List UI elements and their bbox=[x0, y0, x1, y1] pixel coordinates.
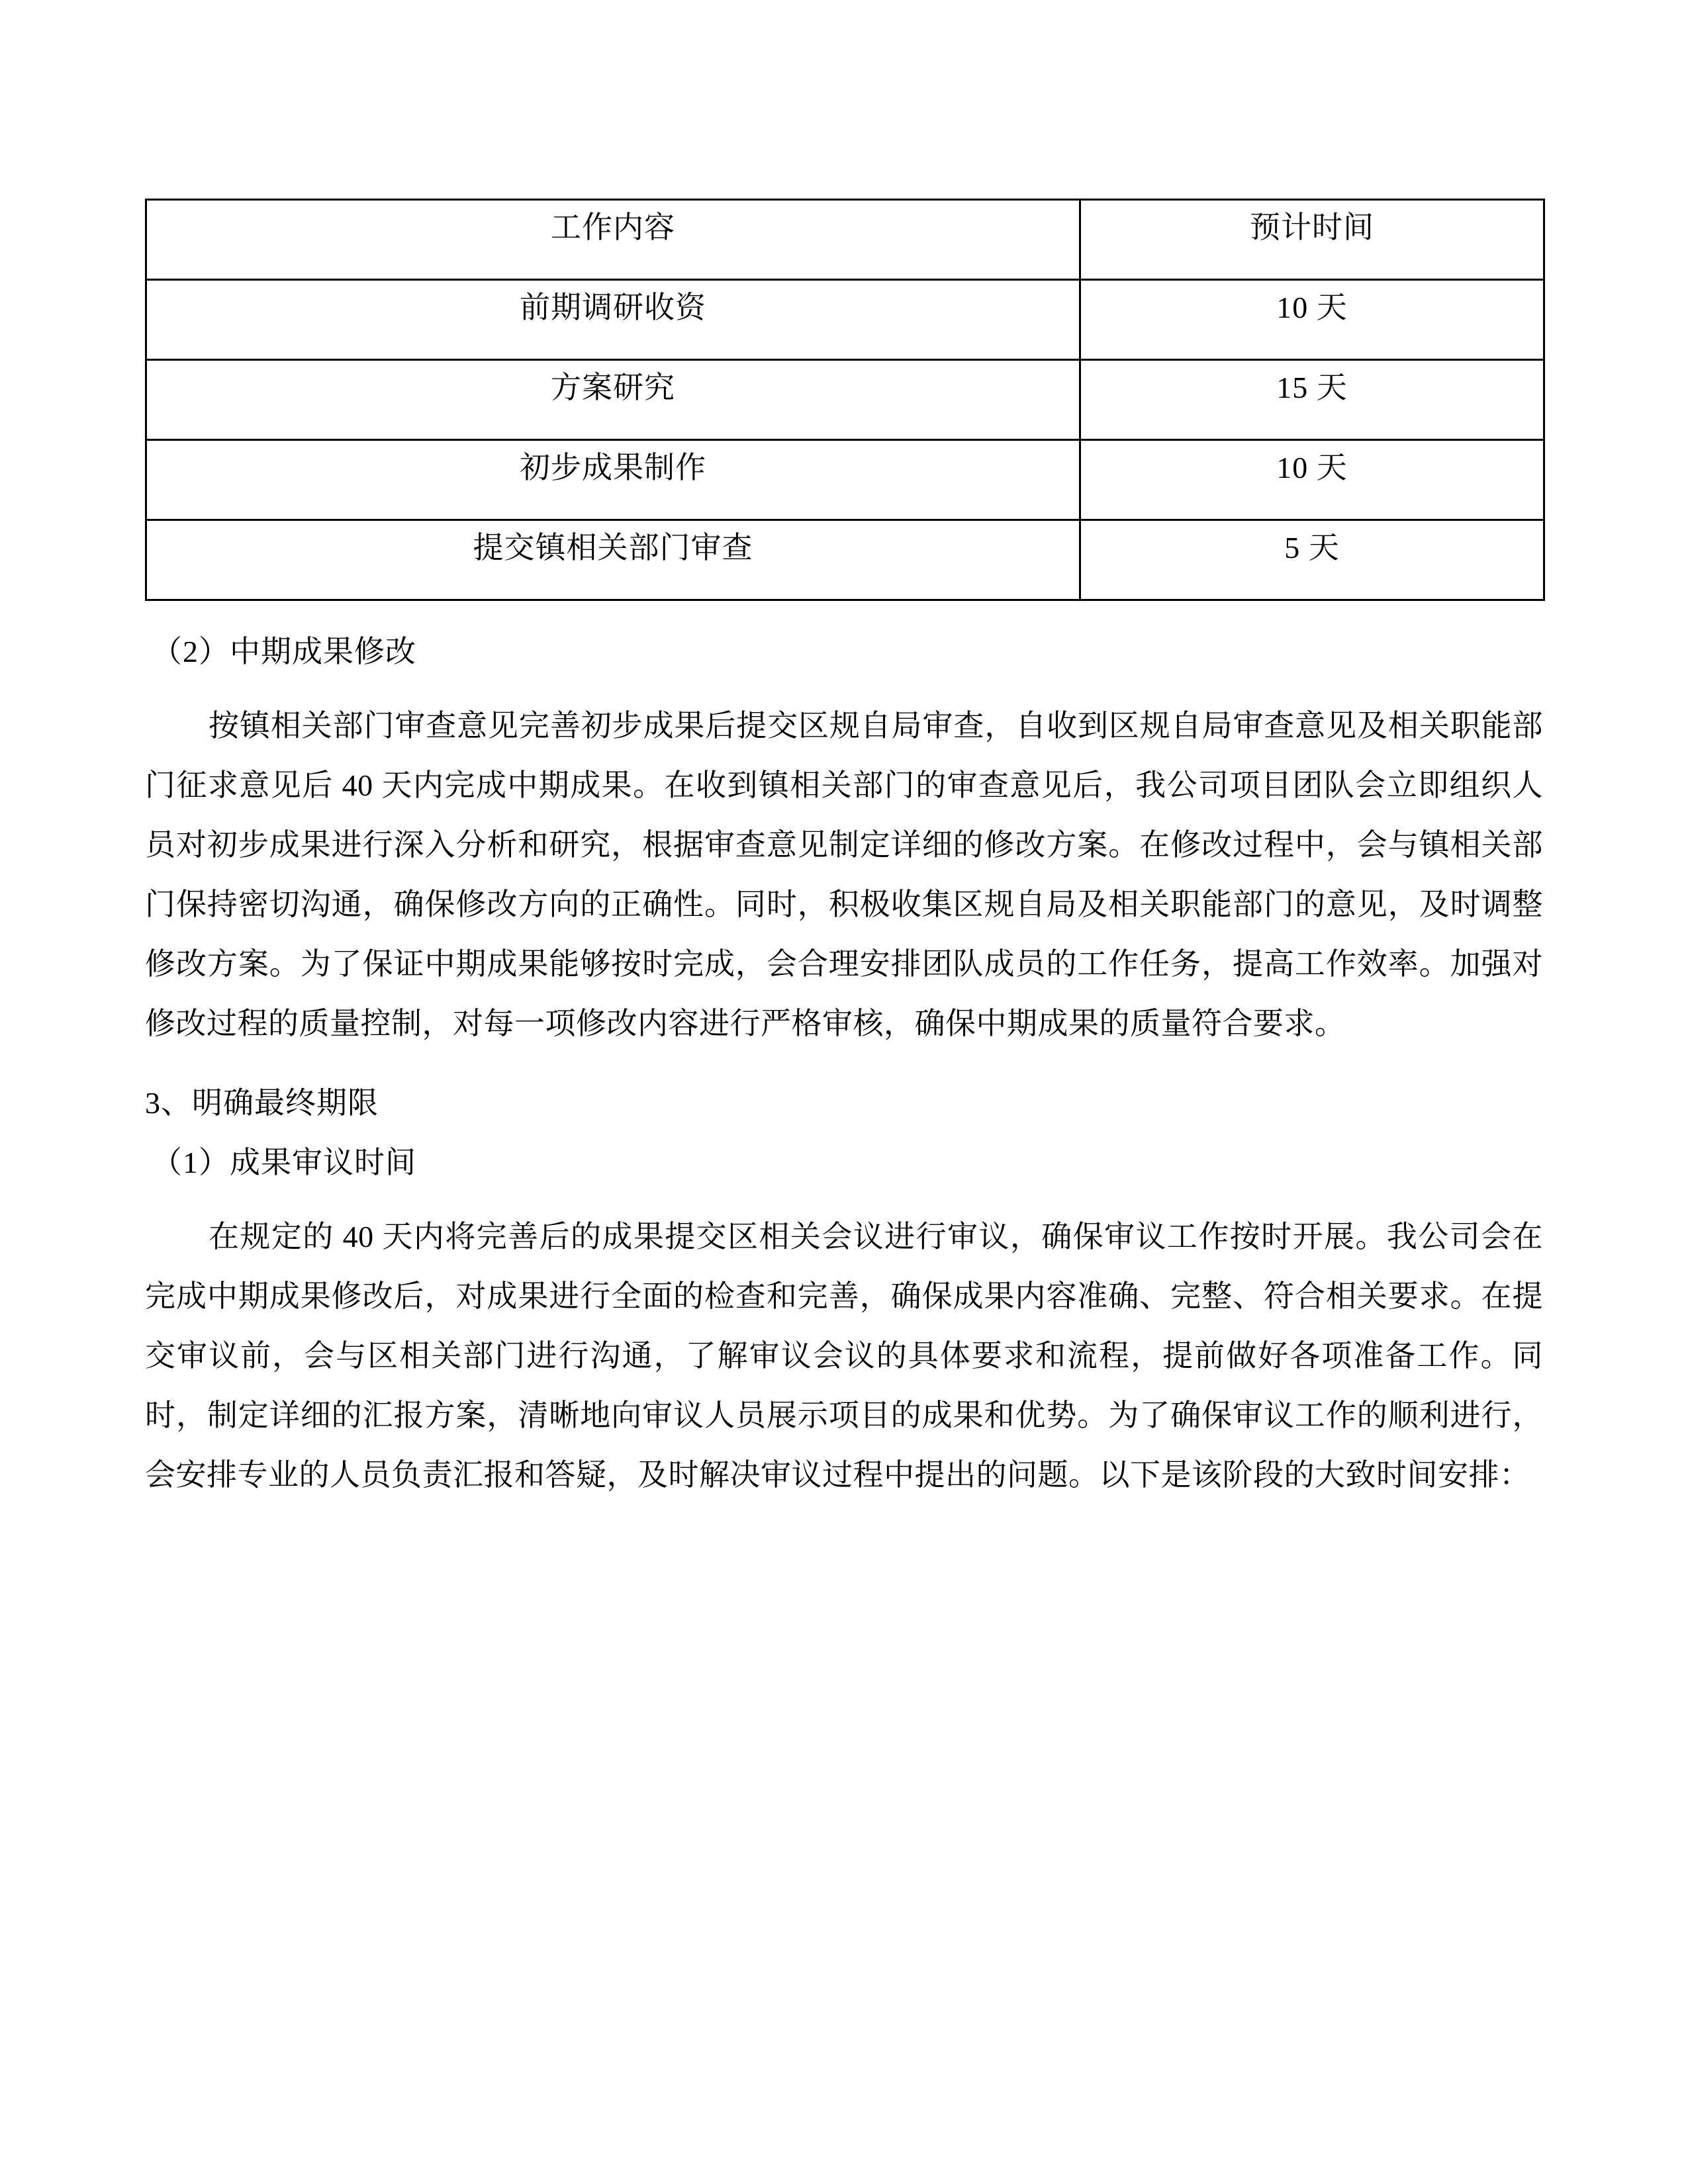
table-cell-work-content bbox=[146, 280, 1080, 360]
table-cell-estimated-time bbox=[1080, 440, 1544, 520]
table-cell-text: 方案研究 bbox=[551, 371, 675, 404]
table-cell-estimated-time bbox=[1080, 520, 1544, 600]
table-header-label-work-content: 工作内容 bbox=[551, 210, 675, 244]
table-cell-text: 提交镇相关部门审查 bbox=[473, 531, 753, 565]
table-cell-text: 10 天 bbox=[1276, 291, 1348, 324]
table-cell-text: 10 天 bbox=[1276, 451, 1348, 484]
spacer-after-table bbox=[145, 601, 1543, 637]
table-cell-estimated-time bbox=[1080, 280, 1544, 360]
table-header-row bbox=[146, 200, 1544, 280]
table-row bbox=[146, 280, 1544, 360]
paragraph-final-deadline: 在规定的 40 天内将完善后的成果提交区相关会议进行审议，确保审议工作按时开展。我公司会在完成中期成果修改后，对成果进行全面的检查和完善，确保成果内容准确、完整、符合相关要求。在提交审议前，会与区相关部门进行沟通，了解审议会议的具体要求和流程，提前做好各项准备工作。同时，制定详细的汇报方案，清晰地向审议人员展示项目的成果和优势。为了确保审议工作的顺利进行，会安排专业的人员负责汇报和答疑，及时解决审议过程中提出的问题。以下是该阶段的大致时间安排： bbox=[145, 1220, 1543, 1492]
spacer-heading-paragraph bbox=[145, 667, 1543, 696]
page-content bbox=[145, 0, 1543, 1505]
section-heading-mid-term-revision: （2）中期成果修改 bbox=[152, 635, 416, 668]
table-row bbox=[146, 440, 1544, 520]
table-cell-work-content bbox=[146, 440, 1080, 520]
schedule-table bbox=[145, 199, 1545, 601]
table-cell-work-content bbox=[146, 520, 1080, 600]
table-cell-text: 5 天 bbox=[1284, 531, 1340, 565]
section-subheading-review-time: （1）成果审议时间 bbox=[152, 1146, 416, 1179]
section-heading-final-deadline: 3、明确最终期限 bbox=[145, 1086, 379, 1120]
table-cell-work-content bbox=[146, 360, 1080, 440]
spacer-before-final-deadline bbox=[145, 1054, 1543, 1088]
table-header-cell-work-content bbox=[146, 200, 1080, 280]
table-cell-text: 前期调研收资 bbox=[520, 291, 706, 324]
table-cell-estimated-time bbox=[1080, 360, 1544, 440]
table-cell-text: 初步成果制作 bbox=[520, 451, 706, 484]
table-row bbox=[146, 520, 1544, 600]
spacer-subheading-paragraph bbox=[145, 1178, 1543, 1207]
table-header-cell-estimated-time bbox=[1080, 200, 1544, 280]
paragraph-mid-term-revision: 按镇相关部门审查意见完善初步成果后提交区规自局审查，自收到区规自局审查意见及相关职能部门征求意见后 40 天内完成中期成果。在收到镇相关部门的审查意见后，我公司项目团队会立即组织人员对初步成果进行深入分析和研究，根据审查意见制定详细的修改方案。在修改过程中，会与镇相关部门保持密切沟通，确保修改方向的正确性。同时，积极收集区规自局及相关职能部门的意见，及时调整修改方案。为了保证中期成果能够按时完成，会合理安排团队成员的工作任务，提高工作效率。加强对修改过程的质量控制，对每一项修改内容进行严格审核，确保中期成果的质量符合要求。 bbox=[145, 709, 1543, 1040]
table-row bbox=[146, 360, 1544, 440]
table-cell-text: 15 天 bbox=[1276, 371, 1348, 404]
table-header-label-estimated-time: 预计时间 bbox=[1250, 210, 1374, 244]
spacer-heading-subheading bbox=[145, 1118, 1543, 1148]
